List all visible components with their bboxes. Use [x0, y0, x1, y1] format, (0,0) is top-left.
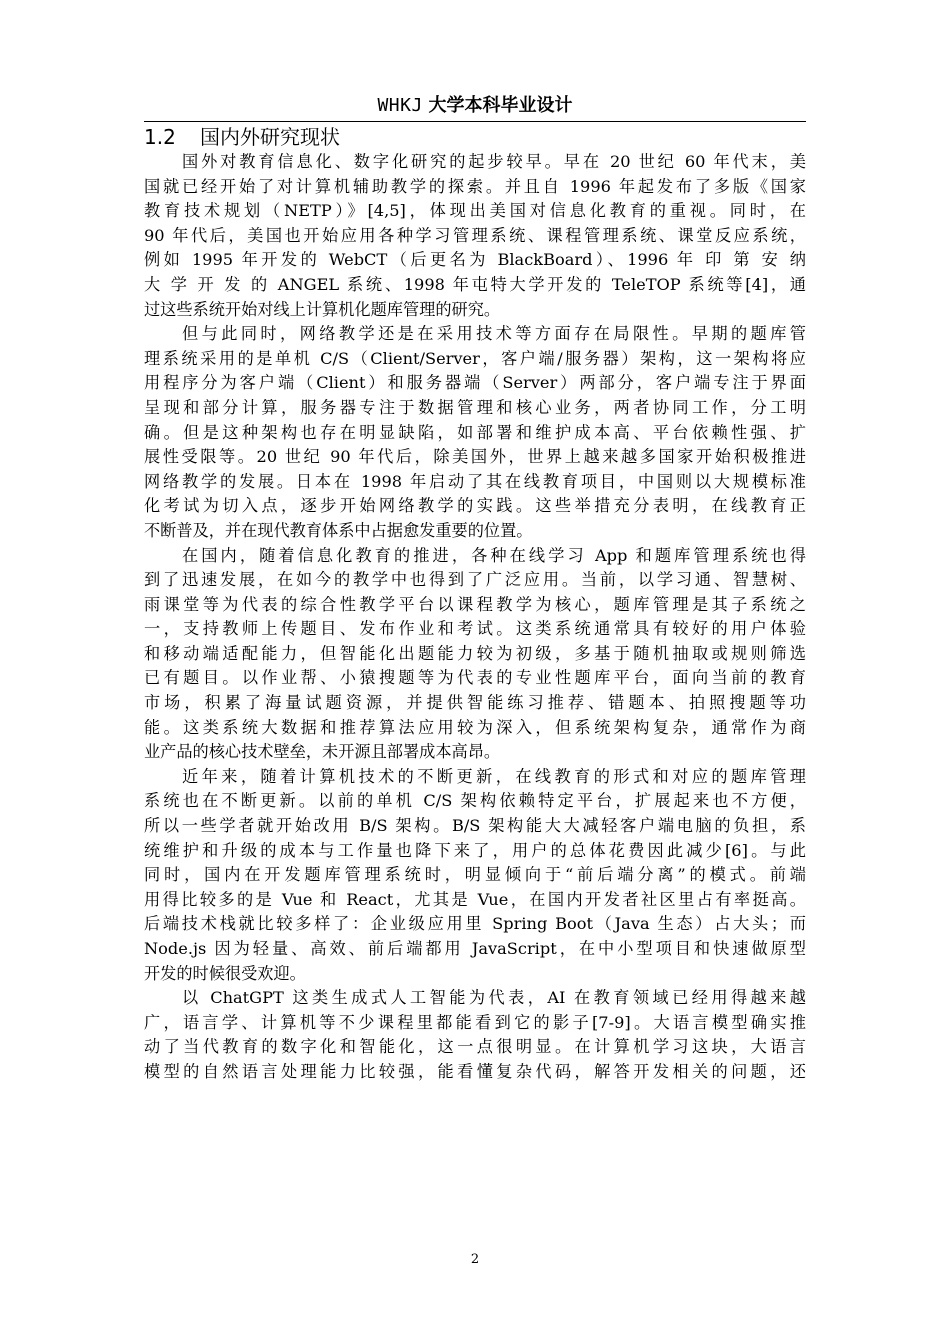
paragraph-line: 到了迅速发展，在如今的教学中也得到了广泛应用。当前，以学习通、智慧树、 [144, 570, 806, 590]
paragraph-line: 在国内，随着信息化教育的推进，各种在线学习 App 和题库管理系统也得 [182, 545, 806, 565]
paragraph-line: 能。这类系统大数据和推荐算法应用较为深入，但系统架构复杂，通常作为商 [144, 717, 806, 737]
paragraph-line: Node.js 因为轻量、高效、前后端都用 JavaScript，在中小型项目和快速做原型 [144, 939, 806, 958]
paragraph-line: 近年来，随着计算机技术的不断更新，在线教育的形式和对应的题库管理 [182, 766, 806, 786]
section-title: 国内外研究现状 [200, 125, 340, 149]
paragraph-line: 过这些系统开始对线上计算机化题库管理的研究。 [144, 299, 501, 319]
paragraph-line: 所以一些学者就开始改用 B/S 架构。B/S 架构能大大减轻客户端电脑的负担，系 [144, 816, 806, 836]
paragraph-line: 后端技术栈就比较多样了：企业级应用里 Spring Boot（Java 生态）占大头；而 [144, 914, 806, 934]
paragraph-line: 理系统采用的是单机 C/S（Client/Server，客户端/服务器）架构，这一架构将应 [144, 348, 806, 368]
paragraph-line: 业产品的核心技术壁垒，未开源且部署成本高昂。 [144, 742, 501, 762]
paragraph-line: 模型的自然语言处理能力比较强，能看懂复杂代码，解答开发相关的问题，还 [144, 1061, 806, 1081]
body-text [144, 150, 806, 1085]
paragraph-line: 国外对教育信息化、数字化研究的起步较早。早在 20 世纪 60 年代末，美 [182, 152, 806, 171]
paragraph-line: 系统也在不断更新。以前的单机 C/S 架构依赖特定平台，扩展起来也不方便， [144, 791, 806, 811]
paragraph-line: 一，支持教师上传题目、发布作业和考试。这类系统通常具有较好的用户体验 [144, 619, 806, 639]
page-number: 2 [470, 1252, 480, 1267]
paragraph-line: 和移动端适配能力，但智能化出题能力较为初级，多基于随机抽取或规则筛选 [144, 643, 806, 663]
paragraph-line: 大 学 开 发 的 ANGEL 系统、1998 年屯特大学开发的 TeleTOP 系统等[4]，通 [144, 274, 806, 294]
paragraph-line: 统维护和升级的成本与工作量也降下来了，用户的总体花费因此减少[6]。与此 [144, 840, 806, 860]
paragraph-line: 展性受限等。20 世纪 90 年代后，除美国外，世界上越来越多国家开始积极推进 [144, 447, 806, 467]
paragraph [144, 544, 806, 765]
paragraph-line: 90 年代后，美国也开始应用各种学习管理系统、课程管理系统、课堂反应系统， [144, 225, 806, 245]
section-number: 1.2 [144, 125, 176, 149]
paragraph-line: 已有题目。以作业帮、小猿搜题等为代表的专业性题库平台，面向当前的教育 [144, 668, 806, 688]
paragraph-line: 国就已经开始了对计算机辅助教学的探索。并且自 1996 年起发布了多版《国家 [144, 176, 806, 196]
paragraph [144, 765, 806, 986]
paragraph-line: 动了当代教育的数字化和智能化，这一点很明显。在计算机学习这块，大语言 [144, 1037, 806, 1057]
paragraph-line: 教育技术规划（NETP）》[4,5]，体现出美国对信息化教育的重视。同时，在 [144, 201, 806, 221]
paragraph [144, 986, 806, 1084]
paragraph-line: 开发的时候很受欢迎。 [144, 963, 306, 983]
paragraph-line: 确。但是这种架构也存在明显缺陷，如部署和维护成本高、平台依赖性强、扩 [144, 422, 806, 442]
paragraph-line: 用得比较多的是 Vue 和 React，尤其是 Vue，在国内开发者社区里占有率挺高。 [144, 889, 806, 909]
paragraph [144, 322, 806, 543]
paragraph-line: 同时，国内在开发题库管理系统时，明显倾向于“前后端分离”的模式。前端 [144, 865, 806, 885]
paragraph-line: 例如 1995 年开发的 WebCT（后更名为 BlackBoard）、1996 年 印 第 安 纳 [144, 250, 806, 270]
paragraph-line: 呈现和部分计算，服务器专注于数据管理和核心业务，两者协同工作，分工明 [144, 397, 806, 417]
paragraph [144, 150, 806, 322]
paragraph-line: 雨课堂等为代表的综合性教学平台以课程教学为核心，题库管理是其子系统之 [144, 594, 806, 614]
paragraph-line: 但与此同时，网络教学还是在采用技术等方面存在局限性。早期的题库管 [182, 324, 806, 344]
paragraph-line: 不断普及，并在现代教育体系中占据愈发重要的位置。 [144, 520, 533, 540]
header-brand: WHKJ [377, 95, 423, 116]
paragraph-line: 市场，积累了海量试题资源，并提供智能练习推荐、错题本、拍照搜题等功 [144, 693, 806, 713]
paragraph-line: 以 ChatGPT 这类生成式人工智能为代表，AI 在教育领域已经用得越来越 [182, 988, 806, 1008]
paragraph-line: 广，语言学、计算机等不少课程里都能看到它的影子[7-9]。大语言模型确实推 [144, 1012, 806, 1032]
section-heading [144, 123, 340, 151]
paragraph-line: 用程序分为客户端（Client）和服务器端（Server）两部分，客户端专注于界面 [144, 373, 806, 393]
header-title: 大学本科毕业设计 [428, 95, 573, 116]
page-header [144, 93, 806, 122]
paragraph-line: 网络教学的发展。日本在 1998 年启动了其在线教育项目，中国则以大规模标准 [144, 471, 806, 491]
paragraph-line: 化考试为切入点，逐步开始网络教学的实践。这些举措充分表明，在线教育正 [144, 496, 806, 516]
